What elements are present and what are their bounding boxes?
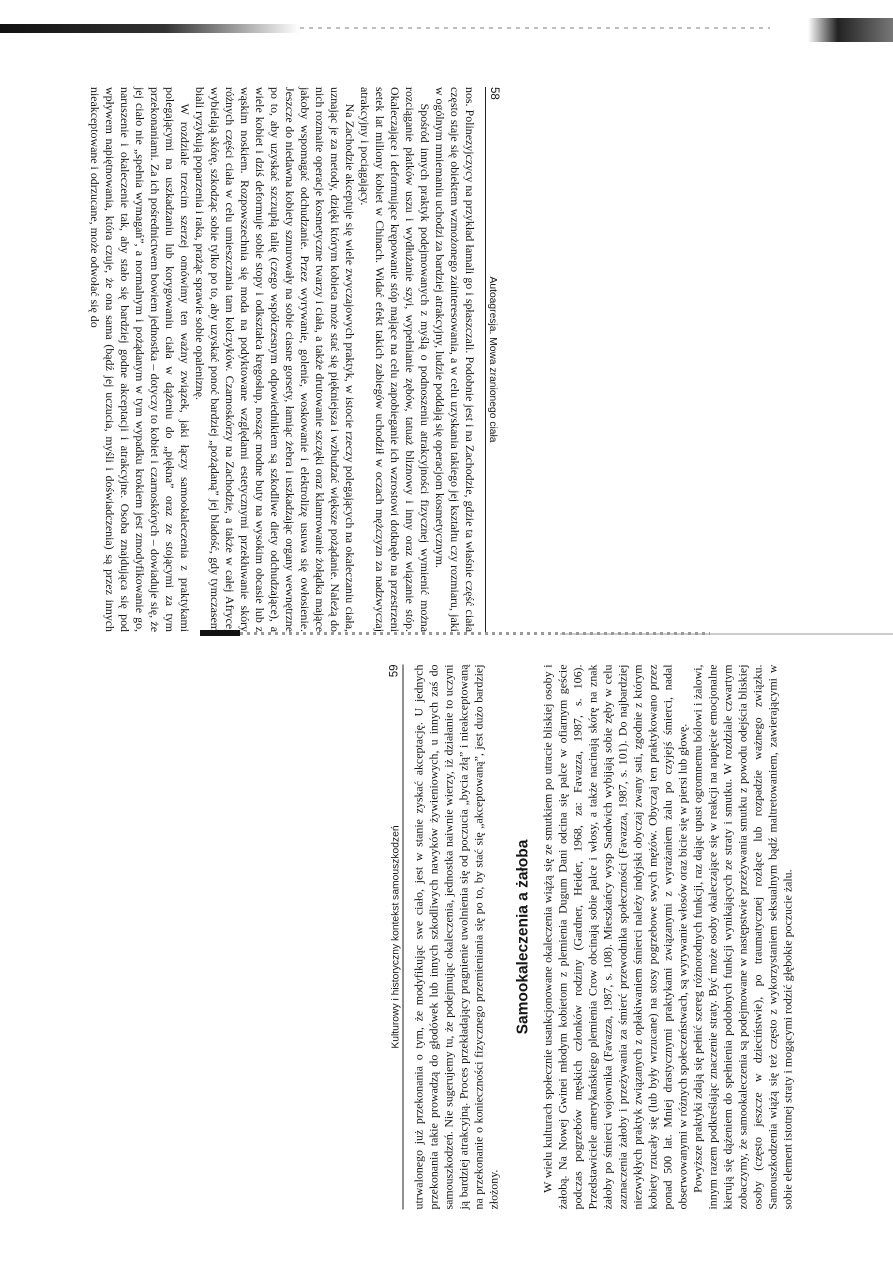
- paragraph: Na Zachodzie akceptuje się wiele zwyczajowych praktyk, w istocie rzeczy polegających na okaleczaniu ciała, uznając je za metody, dzięki którym kobieta może stać się piękniejsza i wzbudzać większe pożądanie. Należą do nich rozmaite operacje kosmetyczne twarzy i ciała, a także drutowanie szczęki oraz klamrowanie żołądka mające jakoby wspomagać odchudzanie. Przez wyrywanie, golenie, woskowanie i elektrolizę usuwa się owłosienie. Jeszcze do niedawna kobiety sznurowały na sobie ciasne gorsety, łamiąc żebra i uszkadzając organy wewnętrzne po to, aby uzyskać szczupłą talię (czego współczesnym odpowiednikiem są szkodliwe diety odchudzające), a wiele kobiet i dziś deformuje sobie stopy i odkształca kręgosłup, nosząc modne buty na wysokim obcasie lub z wąskim noskiem. Rozpowszechnia się moda na podyktowane względami estetycznymi przekłuwanie skóry różnych części ciała w celu umieszczania tam kolczyków. Czarnoskórzy na Zachodzie, a także w całej Afryce, wybielają skórę, szkodząc sobie tylko po to, aby uzyskać ponoć bardziej „pożądaną” jej bladość, gdy tymczasem biali ryzykują poparzenia i raka, prażąc sprawie sobie opaleniznę.: [193, 87, 357, 632]
- running-header: [485, 87, 500, 632]
- paragraph: Spośród innych praktyk podejmowanych z myślą o podnoszeniu atrakcyjności fizycznej wymienić można rozciąganie płatków uszu i wydłużanie szyi, wypełnianie zębów, tatuaż bliznowy i inny oraz wiązanie stóp. Okaleczające i deformujące krępowanie stóp mające na celu zapobieganie ich wzrostowi dotknęło na przestrzeni setek lat miliony kobiet w Chinach. Widać efekt takich zabiegów uchodził w oczach mężczyzn za nadzwyczaj atrakcyjny i pociągający.: [358, 87, 432, 632]
- paragraph: W rozdziale trzecim szerzej omówimy ten ważny związek, jaki łączy samookaleczenia z praktykami polegającymi na uszkadzaniu lub korygowaniu ciała w dążeniu do „piękna” oraz ze stojącymi za tym przekonaniami. Za ich pośrednictwem bowiem jednostka – dotyczy to kobiet i czarnoskórych – dowiaduje się, że jej ciało nie „spełnia wymagań”, a normalnym i pożądanym w tym wypadku krokiem jest zmodyfikowanie go, naruszenie i okaleczenie tak, aby stało się bardziej godne akceptacji i atrakcyjne. Osoba znajdująca się pod wpływem napiętnowania, która czuje, że ona sama (bądź jej uczucia, myśli i doświadczenia) są przez innych nieakceptowane i odrzucane, może odwołać się do: [88, 87, 192, 632]
- paragraph: nos. Polinezyjczycy na przykład łamali go i spłaszczali. Podobnie jest i na Zachodzie, gdzie ta właśnie część ciała często staje się obiektem wzmożonego zainteresowania, a w celu uzyskania takiego jej kształtu czy rozmiaru, jaki w ogólnym mniemaniu uchodzi za bardziej atrakcyjny, ludzie poddają się operacjom kosmetycznym.: [433, 87, 477, 632]
- scan-edge-top: [0, 10, 893, 50]
- page-number: 59: [388, 664, 401, 678]
- section-heading: Samookaleczenia a żałoba: [514, 839, 532, 1035]
- scan-noise: [560, 633, 893, 635]
- scan-shadow: [808, 18, 893, 42]
- page-58: [0, 87, 500, 632]
- paragraph: Powyższe praktyki zdają się pełnić szereg różnorodnych funkcji, raz dając upust ogromnemu bólowi i żalowi, innym razem podkreślając znaczenie straty. Być może osoby okaleczające się w reakcji na napięcie emocjonalne kierują się dążeniem do spełnienia podobnych funkcji wynikających ze straty i smutku. W rozdziale czwartym zobaczymy, że samookaleczenia są podejmowane w następstwie przeżywania smutku z powodu odejścia bliskiej osoby (często jeszcze w dzieciństwie), po traumatycznej rozłące lub rozpadzie ważnego związku. Samouszkodzenia wiążą się też często z wykorzystaniem seksualnym bądź maltretowaniem, zawierającymi w sobie element istotnej straty i mogącymi rodzić głębokie poczucie żalu.: [690, 664, 795, 1210]
- paragraph: utrwalonego już przekonania o tym, że modyfikując swe ciało, jest w stanie zyskać akceptację. U jednych przekonania takie prowadzą do głodówek lub innych szkodliwych nawyków żywieniowych, u innych zaś do samouszkodzeń. Nie sugerujemy tu, że podejmując okaleczenia, jednostka naiwnie wierzy, iż działanie to uczyni ją bardziej atrakcyjną. Proces przekładający pragnienie uwolnienia się od poczucia „bycia złą” i nieakceptowaną na przekonanie o konieczności fizycznego przemieniania się po to, by stać się „akceptowaną”, jest dużo bardziej złożony.: [411, 664, 501, 1210]
- running-header: [389, 665, 404, 1210]
- running-head-title: Kulturowy i historyczny kontekst samouszkodzeń: [390, 825, 402, 1049]
- paragraph: W wielu kulturach społecznie usankcjonowane okaleczenia wiążą się ze smutkiem po utracie bliskiej osoby i żałobą. Na Nowej Gwinei młodym kobietom z plemienia Dugum Dani odcina się palce w ofiarnym geście podczas pogrzebów męskich członków rodziny (Gardner, Heider, 1968, za: Favazza, 1987, s. 106). Przedstawiciele amerykańskiego plemienia Crow obcinają sobie palce i włosy, a także nacinają skórę na znak żałoby po śmierci wojownika (Favazza, 1987, s. 108). Mieszkańcy wysp Sandwich wybijają sobie zęby w celu zaznaczenia żałoby i przeżywania za śmierć przewodnika społeczności (Favazza, 1987, s. 101). Do najbardziej niezwykłych praktyk związanych z opłakiwaniem śmierci należy indyjski obyczaj zwany sati, zgodnie z którym kobiety rzucały się (lub były wrzucane) na stosy pogrzebowe swych mężów. Obyczaj ten praktykowano przez ponad 500 lat. Mniej drastycznymi praktykami związanymi z wyrażaniem żalu po czyjejś śmierci, nadal obserwowanymi w różnych społeczeństwach, są wyrywanie włosów oraz bicie się w piersi lub głowę.: [540, 664, 690, 1210]
- page-59: [389, 665, 893, 1210]
- page-number: 58: [488, 87, 500, 100]
- running-head-title: Autoagresja. Mowa zranionego ciała: [487, 276, 498, 443]
- scan-noise: [300, 27, 770, 29]
- scan-shadow: [0, 24, 300, 33]
